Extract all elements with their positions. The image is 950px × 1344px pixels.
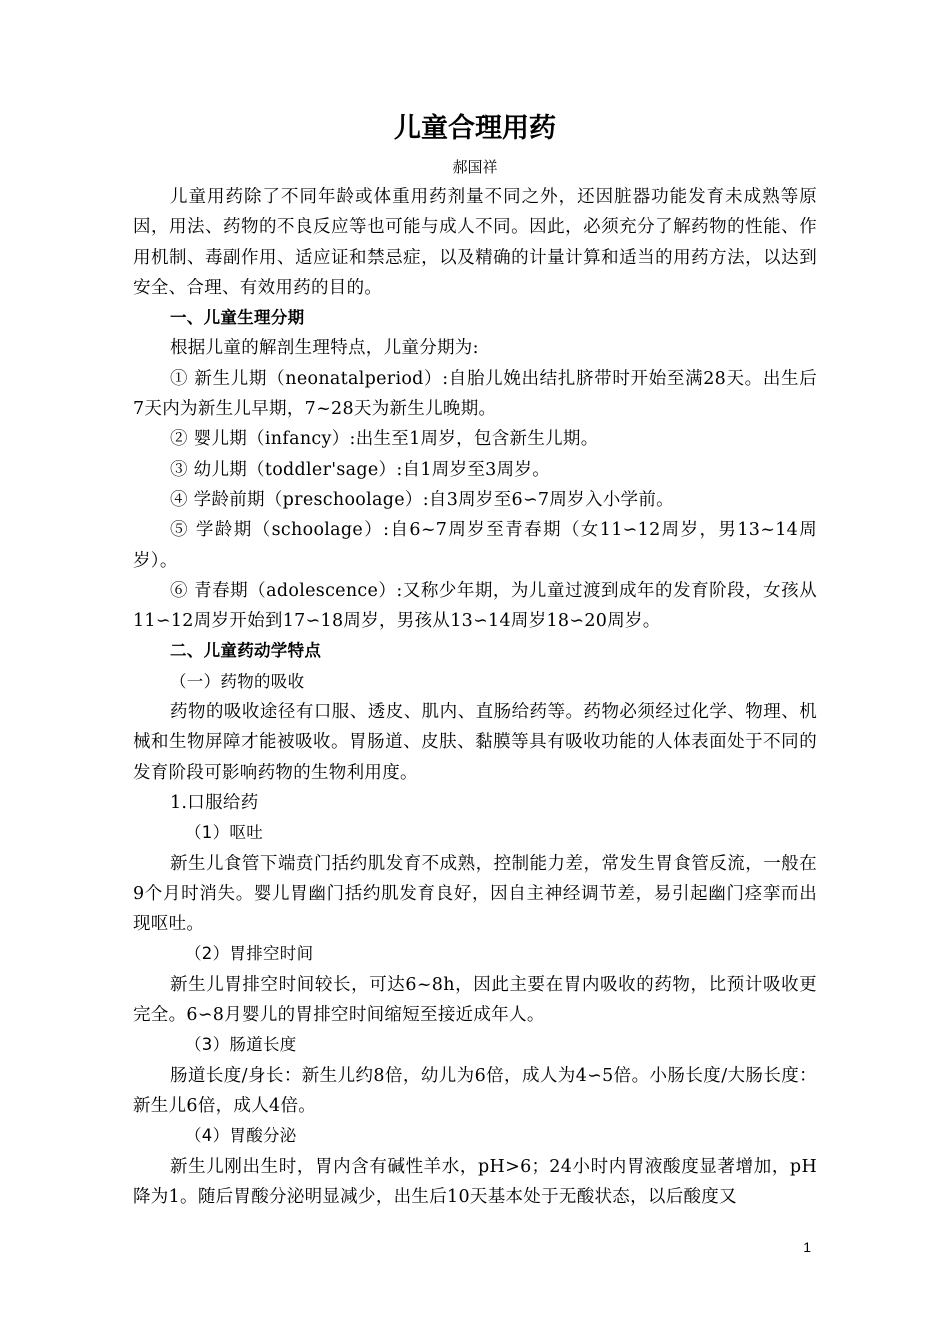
document-body [133, 182, 817, 1212]
section-heading-physiology: 一、儿童生理分期 [170, 308, 305, 328]
period-item-preschool: ④ 学龄前期（preschoolage）:自3周岁至6∽7周岁入小学前。 [170, 489, 674, 510]
document-title: 儿童合理用药 [394, 113, 556, 144]
period-item-school: ⑤ 学龄期（schoolage）:自6~7周岁至青春期（女11∽12周岁，男13~14周岁）。 [133, 520, 817, 571]
vomit-paragraph: 新生儿食管下端贲门括约肌发育不成熟，控制能力差，常发生胃食管反流，一般在9个月时消失。婴儿胃幽门括约肌发育良好，因自主神经调节差，易引起幽门痉挛而出现呕吐。 [133, 853, 817, 935]
gastric-emptying-paragraph: 新生儿胃排空时间较长，可达6~8h，因此主要在胃内吸收的药物，比预计吸收更完全。6∽8月婴儿的胃排空时间缩短至接近成年人。 [133, 974, 817, 1026]
oral-heading: 1.口服给药 [170, 792, 259, 813]
intestine-length-paragraph: 肠道长度/身长：新生儿约8倍，幼儿为6倍，成人为4∽5倍。小肠长度/大肠长度：新生儿6倍，成人4倍。 [133, 1065, 817, 1116]
period-item-adolescence: ⑥ 青春期（adolescence）:又称少年期，为儿童过渡到成年的发育阶段，女孩从11∽12周岁开始到17∽18周岁，男孩从13∽14周岁18∽20周岁。 [133, 580, 817, 632]
intro-paragraph: 儿童用药除了不同年龄或体重用药剂量不同之外，还因脏器功能发育未成熟等原因，用法、药物的不良反应等也可能与成人不同。因此，必须充分了解药物的性能、作用机制、毒副作用、适应证和禁忌症，以及精确的计量计算和适当的用药方法，以达到安全、合理、有效用药的目的。 [133, 187, 817, 298]
section-heading-pharmacokinetics: 二、儿童药动学特点 [170, 641, 322, 661]
gastric-emptying-heading: （2）胃排空时间 [185, 944, 314, 964]
page-content [133, 108, 817, 1212]
page-number: 1 [803, 1239, 811, 1255]
author-name: 郝国祥 [452, 158, 498, 176]
subsection-heading-absorption: （一）药物的吸收 [170, 671, 305, 691]
period-item-toddler: ③ 幼儿期（toddler'sage）:自1周岁至3周岁。 [170, 459, 551, 480]
period-item-neonatal: ① 新生儿期（neonatalperiod）:自胎儿娩出结扎脐带时开始至满28天。出生后7天内为新生儿早期，7~28天为新生儿晚期。 [133, 368, 817, 420]
gastric-acid-paragraph: 新生儿刚出生时，胃内含有碱性羊水，pH>6；24小时内胃液酸度显著增加，pH降为1。随后胃酸分泌明显减少，出生后10天基本处于无酸状态，以后酸度又 [133, 1156, 817, 1207]
gastric-acid-heading: （4）胃酸分泌 [185, 1126, 297, 1146]
absorption-paragraph: 药物的吸收途径有口服、透皮、肌内、直肠给药等。药物必须经过化学、物理、机械和生物屏障才能被吸收。胃肠道、皮肤、黏膜等具有吸收功能的人体表面处于不同的发育阶段可影响药物的生物利用度。 [133, 702, 817, 783]
section-lead: 根据儿童的解剖生理特点，儿童分期为: [170, 338, 479, 359]
period-item-infancy: ② 婴儿期（infancy）:出生至1周岁，包含新生儿期。 [170, 429, 599, 450]
vomit-heading: （1）呕吐 [185, 823, 263, 843]
intestine-length-heading: （3）肠道长度 [185, 1035, 297, 1055]
